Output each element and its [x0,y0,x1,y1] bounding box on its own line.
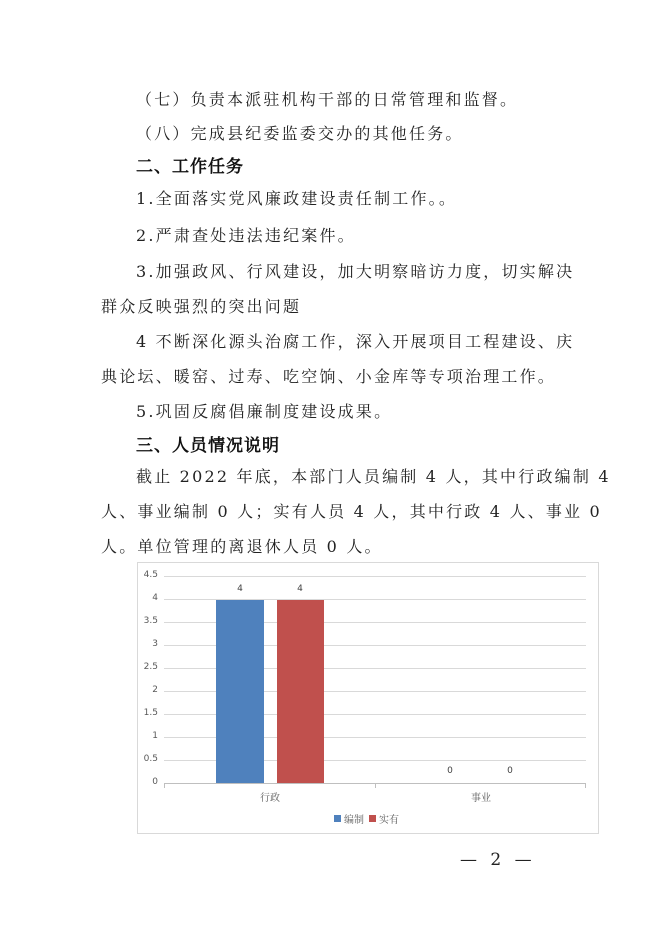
y-tick: 1 [152,731,158,741]
page-number: — 2 — [460,850,536,870]
y-tick: 2.5 [143,662,158,672]
y-tick: 4 [152,593,158,603]
x-axis-tick [585,783,586,788]
task-item-5: 5.巩固反腐倡廉制度建设成果。 [136,402,393,421]
task-item-3-cont: 群众反映强烈的突出问题 [101,297,302,316]
x-category-label: 事业 [471,793,491,804]
y-tick: 0.5 [143,754,158,764]
staff-line-1: 截止 2022 年底，本部门人员编制 4 人，其中行政编制 4 [136,467,611,486]
y-tick: 3 [152,639,158,649]
task-item-3: 3.加强政风、行风建设，加大明察暗访力度，切实解决 [136,262,575,281]
bar-bianzhi-xingzheng [216,600,264,783]
data-label: 4 [297,584,303,594]
staff-bar-chart [137,562,599,834]
y-tick: 1.5 [143,708,158,718]
chart-legend [334,811,399,826]
y-tick: 0 [152,777,158,787]
y-tick: 2 [152,685,158,695]
gridline [164,576,586,577]
task-item-4-cont: 典论坛、暖窑、过寿、吃空饷、小金库等专项治理工作。 [101,367,557,386]
legend-label: 实有 [379,815,399,826]
data-label: 0 [507,766,513,776]
x-axis-tick [375,783,376,788]
task-item-4: 4 不断深化源头治腐工作，深入开展项目工程建设、庆 [136,332,575,351]
legend-swatch-red [369,815,376,822]
bar-shiyou-xingzheng [277,600,324,783]
legend-swatch-blue [334,815,341,822]
legend-label: 编制 [344,815,364,826]
data-label: 4 [237,584,243,594]
paragraph-8: （八）完成县纪委监委交办的其他任务。 [136,124,464,143]
y-tick: 3.5 [143,616,158,626]
section-heading-tasks: 二、工作任务 [136,157,244,177]
staff-line-2: 人、事业编制 0 人；实有人员 4 人，其中行政 4 人、事业 0 [101,502,602,521]
x-category-label: 行政 [260,793,280,804]
paragraph-7: （七）负责本派驻机构干部的日常管理和监督。 [136,90,519,109]
task-item-2: 2.严肃查处违法违纪案件。 [136,226,356,245]
task-item-1: 1.全面落实党风廉政建设责任制工作。。 [136,189,458,208]
x-axis-tick [164,783,165,788]
y-tick: 4.5 [143,570,158,580]
staff-line-3: 人。单位管理的离退休人员 0 人。 [101,537,383,556]
section-heading-staff: 三、人员情况说明 [136,436,280,456]
data-label: 0 [447,766,453,776]
